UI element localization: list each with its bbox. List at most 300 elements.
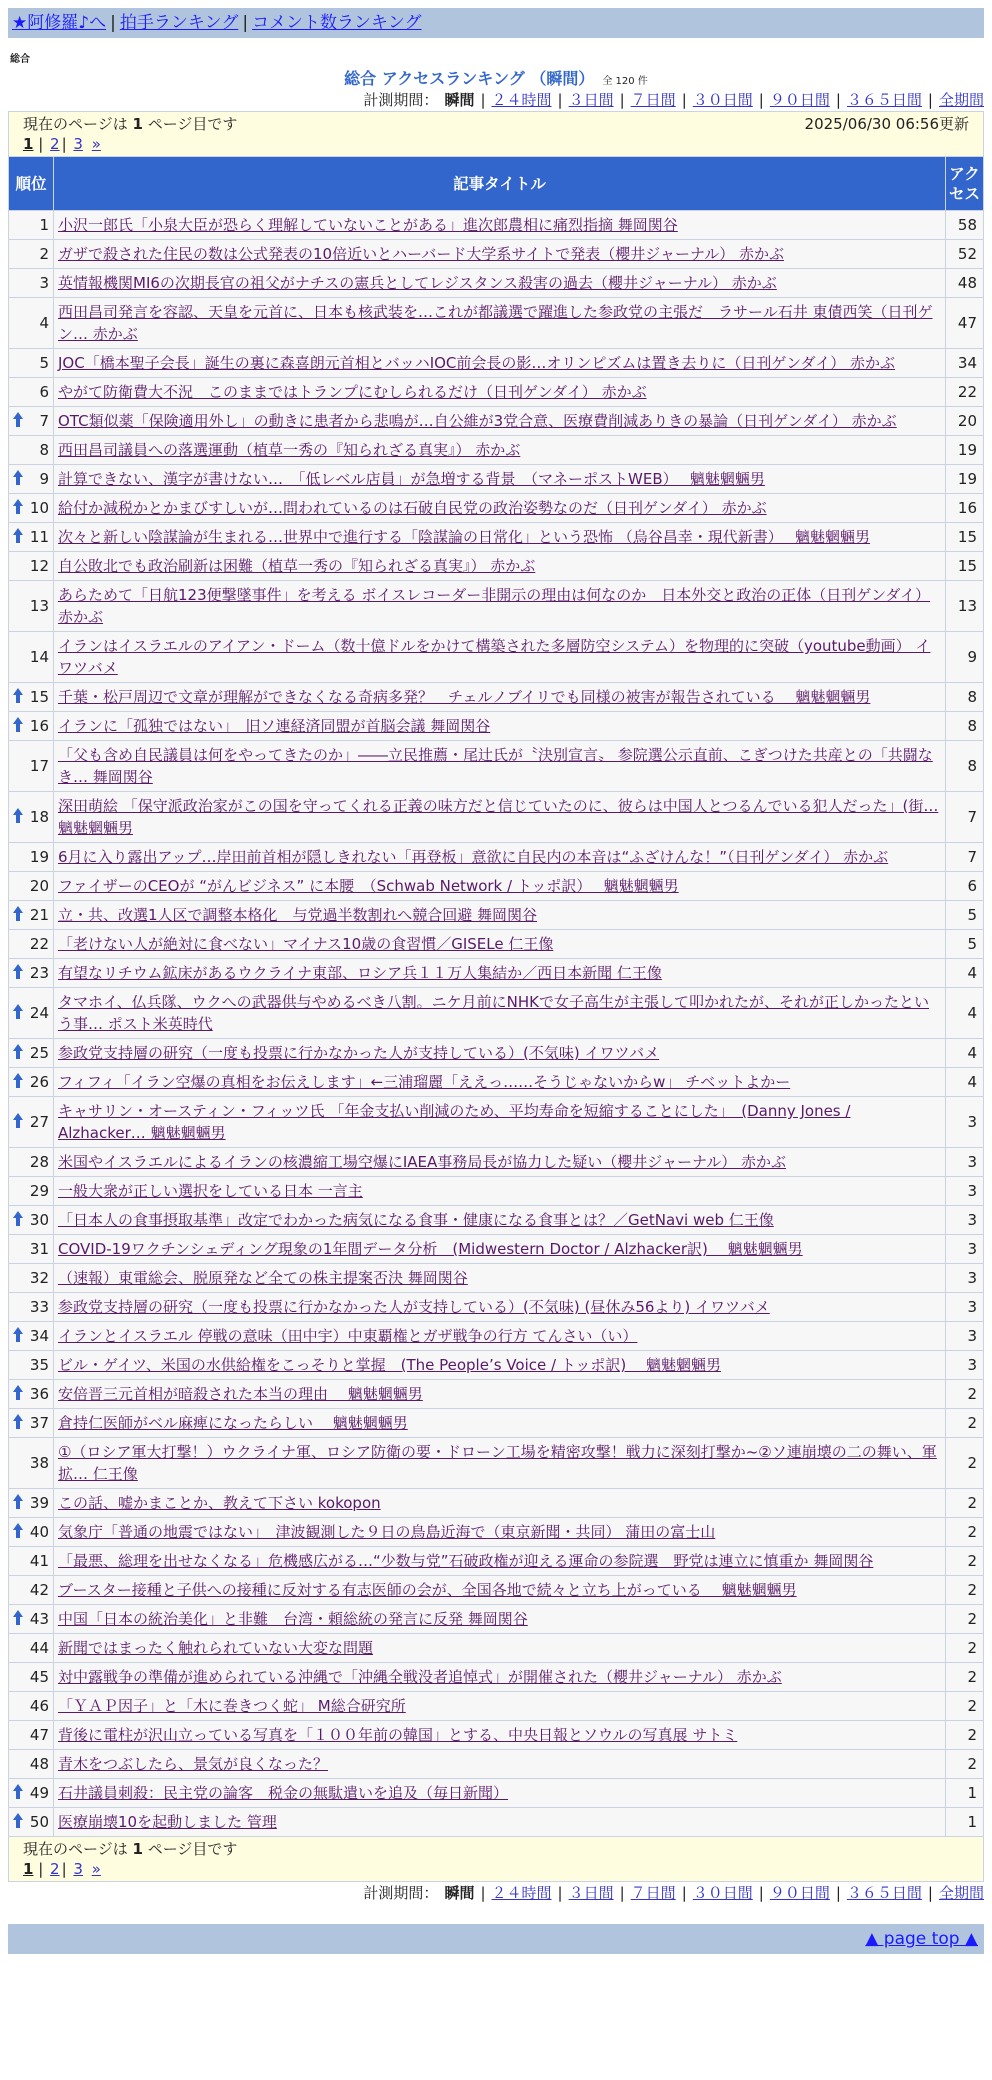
table-row [9, 1264, 984, 1293]
rank-cell [9, 988, 54, 1039]
title-cell [54, 1097, 946, 1148]
title-cell [54, 1808, 946, 1837]
period-label: 計測期間： [363, 91, 439, 109]
rank-number: 13 [29, 597, 49, 615]
access-count: 2 [946, 1518, 984, 1547]
table-row [9, 465, 984, 494]
rank-cell [9, 407, 54, 436]
rank-number: 46 [29, 1697, 49, 1715]
article-link[interactable]: 千葉・松戸周辺で文章が理解ができなくなる奇病多発？ チェルノブイリでも同様の被害が報告されている 魑魅魍魎男 [58, 688, 871, 706]
bottom-bar [8, 1924, 984, 1954]
rank-up-arrow-icon [12, 688, 24, 704]
table-row [9, 872, 984, 901]
article-link[interactable]: イランとイスラエル 停戦の意味（田中宇）中東覇権とガザ戦争の行方 てんさい（い） [58, 1327, 638, 1345]
table-row [9, 1663, 984, 1692]
article-link[interactable]: 計算できない、漢字が書けない… 「低レベル店員」が急増する背景 （マネーポストWEB） 魑魅魍魎男 [58, 470, 765, 488]
title-cell [54, 1750, 946, 1779]
rank-up-arrow-icon [12, 1494, 24, 1510]
table-row [9, 741, 984, 792]
title-cell [54, 1692, 946, 1721]
page-info-bottom [9, 1837, 984, 1882]
article-link[interactable]: 西田昌司議員への落選運動（植草一秀の『知られざる真実』） 赤かぶ [58, 441, 521, 459]
article-link[interactable]: 参政党支持層の研究（一度も投票に行かなかった人が支持している）(不気味) (昼休み56より) イワツバメ [58, 1298, 770, 1316]
top-nav [8, 8, 984, 38]
rank-cell [9, 465, 54, 494]
article-link[interactable]: 気象庁「普通の地震ではない」 津波観測した９日の鳥島近海で（東京新聞・共同） 蒲田の富士山 [58, 1523, 716, 1541]
article-link[interactable]: 自公敗北でも政治刷新は困難（植草一秀の『知られざる真実』） 赤かぶ [58, 557, 536, 575]
table-row [9, 1576, 984, 1605]
access-count: 15 [946, 523, 984, 552]
title-cell [54, 1380, 946, 1409]
access-count: 19 [946, 436, 984, 465]
header-access: アクセス [946, 157, 984, 211]
rank-cell [9, 1779, 54, 1808]
article-link[interactable]: （速報）東電総会、脱原発など全ての株主提案否決 舞岡関谷 [58, 1269, 468, 1287]
table-row [9, 240, 984, 269]
table-row [9, 683, 984, 712]
article-link[interactable]: 「最悪、総理を出せなくなる」危機感広がる…“少数与党”石破政権が迎える運命の参院選 野党は連立に慎重か 舞岡関谷 [58, 1552, 874, 1570]
rank-cell [9, 581, 54, 632]
article-link[interactable]: あらためて「日航123便撃墜事件」を考える ボイスレコーダー非開示の理由は何なのか 日本外交と政治の正体（日刊ゲンダイ） 赤かぶ [58, 586, 931, 626]
article-link[interactable]: 一般大衆が正しい選択をしている日本 一言主 [58, 1182, 363, 1200]
rank-cell [9, 930, 54, 959]
article-link[interactable]: 英情報機関MI6の次期長官の祖父がナチスの憲兵としてレジスタンス殺害の過去（櫻井ジャーナル） 赤かぶ [58, 274, 777, 292]
rank-cell [9, 240, 54, 269]
article-link[interactable]: タマホイ、仏兵隊、ウクへの武器供与やめるべき八割。ニケ月前にNHKで女子高生が主張して叩かれたが、それが正しかったという事… ポスト米英時代 [58, 993, 929, 1033]
table-row [9, 1322, 984, 1351]
rank-cell [9, 741, 54, 792]
period-link-7d[interactable]: ７日間 [630, 1884, 676, 1902]
title-cell [54, 465, 946, 494]
article-link[interactable]: イランはイスラエルのアイアン・ドーム（数十億ドルをかけて構築された多層防空システム）を物理的に突破（youtube動画） イワツバメ [58, 637, 931, 677]
rank-number: 22 [29, 935, 49, 953]
rank-up-arrow-icon [12, 528, 24, 544]
title-cell [54, 1351, 946, 1380]
title-cell [54, 1148, 946, 1177]
rank-cell [9, 843, 54, 872]
rank-cell [9, 1177, 54, 1206]
rank-up-arrow-icon [12, 1113, 24, 1129]
nav-link-comment-ranking[interactable]: コメント数ランキング [252, 13, 422, 33]
article-link[interactable]: 6月に入り露出アップ…岸田前首相が隠しきれない「再登板」意欲に自民内の本音は“ふざけんな！”（日刊ゲンダイ） 赤かぶ [58, 848, 889, 866]
access-count: 2 [946, 1547, 984, 1576]
article-link[interactable]: ガザで殺された住民の数は公式発表の10倍近いとハーバード大学系サイトで発表（櫻井ジャーナル） 赤かぶ [58, 245, 785, 263]
title-cell [54, 1235, 946, 1264]
table-row [9, 581, 984, 632]
title-cell [54, 581, 946, 632]
rank-number: 42 [29, 1581, 49, 1599]
rank-up-arrow-icon [12, 1523, 24, 1539]
access-count: 52 [946, 240, 984, 269]
title-cell [54, 1068, 946, 1097]
article-link[interactable]: ビル・ゲイツ、米国の水供給権をこっそりと掌握 (The People’s Voice / トッポ訳) 魑魅魍魎男 [58, 1356, 721, 1374]
rank-cell [9, 1351, 54, 1380]
article-link[interactable]: フィフィ「イラン空爆の真相をお伝えします」←三浦瑠麗「ええっ……そうじゃないからw」 チベットよかー [58, 1073, 791, 1091]
rank-cell [9, 1409, 54, 1438]
access-count: 2 [946, 1692, 984, 1721]
article-link[interactable]: 次々と新しい陰謀論が生まれる…世界中で進行する「陰謀論の日常化」という恐怖 （烏谷昌幸・現代新書） 魑魅魍魎男 [58, 528, 871, 546]
title-cell [54, 1605, 946, 1634]
rank-cell [9, 1663, 54, 1692]
rank-up-arrow-icon [12, 1610, 24, 1626]
rank-number: 47 [29, 1726, 49, 1744]
article-link[interactable]: イランに「孤独ではない」 旧ソ連経済同盟が首脳会議 舞岡関谷 [58, 717, 491, 735]
article-link[interactable]: やがて防衛費大不況 このままではトランプにむしられるだけ（日刊ゲンダイ） 赤かぶ [58, 383, 647, 401]
article-link[interactable]: 対中露戦争の準備が進められている沖縄で「沖縄全戦没者追悼式」が開催された（櫻井ジャーナル） 赤かぶ [58, 1668, 782, 1686]
pager-bottom: 1 | 2 | 3 » [23, 1860, 101, 1878]
rank-cell [9, 1721, 54, 1750]
title-cell [54, 1663, 946, 1692]
table-row [9, 349, 984, 378]
article-link[interactable]: 米国やイスラエルによるイランの核濃縮工場空爆にIAEA事務局長が協力した疑い（櫻井ジャーナル） 赤かぶ [58, 1153, 786, 1171]
period-link-3d[interactable]: ３日間 [568, 1884, 614, 1902]
rank-number: 3 [39, 274, 49, 292]
pager-link-3[interactable]: 3 [73, 1860, 83, 1878]
rank-number: 31 [29, 1240, 49, 1258]
access-count: 5 [946, 930, 984, 959]
access-count: 2 [946, 1605, 984, 1634]
table-row [9, 1235, 984, 1264]
period-link-30d[interactable]: ３０日間 [692, 1884, 753, 1902]
rank-number: 44 [29, 1639, 49, 1657]
period-label: 計測期間： [363, 1884, 439, 1902]
period-selector-top: 計測期間： 瞬間 | ２４時間 | ３日間 | ７日間 | ３０日間 | ９０日間 | ３６５日間 | 全期間 [363, 91, 984, 109]
rank-number: 40 [29, 1523, 49, 1541]
rank-number: 45 [29, 1668, 49, 1686]
rank-cell [9, 494, 54, 523]
period-link-24h[interactable]: ２４時間 [491, 1884, 552, 1902]
access-count: 3 [946, 1293, 984, 1322]
access-count: 3 [946, 1351, 984, 1380]
period-link-24h[interactable]: ２４時間 [491, 91, 552, 109]
table-row [9, 1750, 984, 1779]
title-cell [54, 1634, 946, 1663]
rank-number: 12 [29, 557, 49, 575]
period-current: 瞬間 [444, 91, 475, 109]
title-cell [54, 269, 946, 298]
title-cell [54, 1518, 946, 1547]
rank-cell [9, 1605, 54, 1634]
article-link[interactable]: 新聞ではまったく触れられていない大変な問題 [58, 1639, 374, 1657]
rank-number: 20 [29, 877, 49, 895]
rank-cell [9, 683, 54, 712]
title-cell [54, 1438, 946, 1489]
period-link-all[interactable]: 全期間 [938, 91, 984, 109]
access-count: 2 [946, 1409, 984, 1438]
title-cell [54, 959, 946, 988]
total-count: 全 120 件 [602, 76, 648, 87]
table-row [9, 436, 984, 465]
rank-number: 49 [29, 1784, 49, 1802]
period-link-365d[interactable]: ３６５日間 [846, 91, 922, 109]
page-title: 総合 アクセスランキング （瞬間） [344, 69, 595, 88]
rank-up-arrow-icon [12, 1385, 24, 1401]
title-cell [54, 1206, 946, 1235]
rank-number: 17 [29, 757, 49, 775]
article-link[interactable]: COVID-19ワクチンシェディング現象の1年間データ分析 (Midwestern Doctor / Alzhacker訳) 魑魅魍魎男 [58, 1240, 803, 1258]
pager-top: 1 | 2 | 3 » [23, 135, 101, 153]
title-cell [54, 378, 946, 407]
title-cell [54, 436, 946, 465]
rank-number: 24 [29, 1004, 49, 1022]
table-row [9, 552, 984, 581]
article-link[interactable]: 小沢一郎氏「小泉大臣が恐らく理解していないことがある」進次郎農相に痛烈指摘 舞岡関谷 [58, 216, 678, 234]
access-count: 5 [946, 901, 984, 930]
rank-cell [9, 378, 54, 407]
access-count: 19 [946, 465, 984, 494]
rank-cell [9, 1808, 54, 1837]
rank-cell [9, 523, 54, 552]
access-count: 48 [946, 269, 984, 298]
access-count: 13 [946, 581, 984, 632]
pager-link-2[interactable]: 2 [50, 135, 60, 153]
access-count: 2 [946, 1489, 984, 1518]
rank-up-arrow-icon [12, 1073, 24, 1089]
rank-cell [9, 1293, 54, 1322]
pager-link-3[interactable]: 3 [73, 135, 83, 153]
table-row [9, 1351, 984, 1380]
rank-cell [9, 436, 54, 465]
table-row [9, 843, 984, 872]
title-cell [54, 1264, 946, 1293]
article-link[interactable]: 「ＹＡＰ因子」と「木に巻きつく蛇」 M総合研究所 [58, 1697, 406, 1715]
article-link[interactable]: 深田萌絵 「保守派政治家がこの国を守ってくれる正義の味方だと信じていたのに、彼らは中国人とつるんでいる犯人だった」(街… 魑魅魍魎男 [58, 797, 939, 837]
rank-number: 35 [29, 1356, 49, 1374]
article-link[interactable]: 西田昌司発言を容認、天皇を元首に、日本も核武装を…これが都議選で躍進した参政党の主張だ ラサール石井 東債西笑（日刊ゲン… 赤かぶ [58, 303, 933, 343]
rank-number: 23 [29, 964, 49, 982]
article-link[interactable]: この話、嘘かまことか、教えて下さい kokopon [58, 1494, 381, 1512]
table-row [9, 792, 984, 843]
rank-number: 50 [29, 1813, 49, 1831]
article-link[interactable]: 「日本人の食事摂取基準」改定でわかった病気になる食事・健康になる食事とは？／GetNavi web 仁王像 [58, 1211, 774, 1229]
rank-number: 32 [29, 1269, 49, 1287]
access-count: 1 [946, 1808, 984, 1837]
table-row [9, 1380, 984, 1409]
access-count: 4 [946, 1039, 984, 1068]
table-row [9, 1634, 984, 1663]
rank-number: 41 [29, 1552, 49, 1570]
article-link[interactable]: 青木をつぶしたら、景気が良くなった？ [58, 1755, 329, 1773]
rank-number: 21 [29, 906, 49, 924]
table-row [9, 1438, 984, 1489]
rank-cell [9, 1148, 54, 1177]
article-link[interactable]: 給付か減税かとかまびすしいが…問われているのは石破自民党の政治姿勢なのだ（日刊ゲンダイ） 赤かぶ [58, 499, 767, 517]
rank-cell [9, 1438, 54, 1489]
article-link[interactable]: OTC類似薬「保険適用外し」の動きに患者から悲鳴が…自公維が3党合意、医療費削減ありきの暴論（日刊ゲンダイ） 赤かぶ [58, 412, 897, 430]
rank-number: 9 [39, 470, 49, 488]
page-title-row [8, 69, 984, 89]
title-cell [54, 349, 946, 378]
article-link[interactable]: キャサリン・オースティン・フィッツ氏 「年金支払い削減のため、平均寿命を短縮することにした」 (Danny Jones / Alzhacker… 魑魅魍魎男 [58, 1102, 851, 1142]
table-header [9, 157, 984, 211]
rank-number: 34 [29, 1327, 49, 1345]
table-row [9, 1692, 984, 1721]
access-count: 47 [946, 298, 984, 349]
rank-cell [9, 349, 54, 378]
pager-current: 1 [23, 135, 34, 153]
title-cell [54, 1576, 946, 1605]
page-top-link[interactable]: ▲ page top ▲ [865, 1929, 978, 1949]
article-link[interactable]: 安倍晋三元首相が暗殺された本当の理由 魑魅魍魎男 [58, 1385, 423, 1403]
article-link[interactable]: 「老けない人が絶対に食べない」マイナス10歳の食習慣／GISELe 仁王像 [58, 935, 554, 953]
rank-number: 11 [29, 528, 49, 546]
article-link[interactable]: 有望なリチウム鉱床があるウクライナ東部、ロシア兵１１万人集結か／西日本新聞 仁王像 [58, 964, 662, 982]
rank-up-arrow-icon [12, 470, 24, 486]
table-row [9, 523, 984, 552]
article-link[interactable]: ブースター接種と子供への接種に反対する有志医師の会が、全国各地で続々と立ち上がっている 魑魅魍魎男 [58, 1581, 797, 1599]
pager-link-2[interactable]: 2 [50, 1860, 60, 1878]
rank-number: 37 [29, 1414, 49, 1432]
title-cell [54, 901, 946, 930]
pager-next[interactable]: » [91, 1860, 101, 1878]
rank-up-arrow-icon [12, 808, 24, 824]
access-count: 2 [946, 1750, 984, 1779]
rank-number: 29 [29, 1182, 49, 1200]
period-link-365d[interactable]: ３６５日間 [846, 1884, 922, 1902]
rank-up-arrow-icon [12, 717, 24, 733]
access-count: 34 [946, 349, 984, 378]
rank-number: 38 [29, 1454, 49, 1472]
article-link[interactable]: ①（ロシア軍大打撃！）ウクライナ軍、ロシア防衛の要・ドローン工場を精密攻撃！戦力に深刻打撃か~②ソ連崩壊の二の舞い、軍拡… 仁王像 [58, 1443, 937, 1483]
title-cell [54, 1177, 946, 1206]
article-link[interactable]: 石井議員刺殺：民主党の論客 税金の無駄遣いを追及（毎日新聞） [58, 1784, 509, 1802]
period-link-90d[interactable]: ９０日間 [769, 91, 830, 109]
access-count: 3 [946, 1235, 984, 1264]
updated-timestamp: 2025/06/30 06:56更新 [804, 115, 969, 133]
title-cell [54, 1779, 946, 1808]
article-link[interactable]: 立・共、改選1人区で調整本格化 与党過半数割れへ競合回避 舞岡関谷 [58, 906, 538, 924]
table-row [9, 1808, 984, 1837]
nav-link-clap-ranking[interactable]: 拍手ランキング [119, 13, 239, 33]
period-link-all[interactable]: 全期間 [938, 1884, 984, 1902]
access-count: 16 [946, 494, 984, 523]
title-cell [54, 632, 946, 683]
rank-up-arrow-icon [12, 1813, 24, 1829]
article-link[interactable]: ファイザーのCEOが “がんビジネス” に本腰 （Schwab Network / トッポ訳） 魑魅魍魎男 [58, 877, 679, 895]
access-count: 3 [946, 1264, 984, 1293]
rank-cell [9, 959, 54, 988]
access-count: 2 [946, 1634, 984, 1663]
rank-cell [9, 872, 54, 901]
nav-link-asyura[interactable]: ★阿修羅♪へ [12, 13, 107, 33]
title-cell [54, 683, 946, 712]
title-cell [54, 930, 946, 959]
period-link-90d[interactable]: ９０日間 [769, 1884, 830, 1902]
table-row [9, 269, 984, 298]
pager-next[interactable]: » [91, 135, 101, 153]
article-link[interactable]: 中国「日本の統治美化」と非難 台湾・頼総統の発言に反発 舞岡関谷 [58, 1610, 528, 1628]
rank-cell [9, 792, 54, 843]
page-info-text: 現在のページは 1 ページ目です [23, 115, 238, 133]
rank-number: 8 [39, 441, 49, 459]
rank-up-arrow-icon [12, 1004, 24, 1020]
rank-up-arrow-icon [12, 1414, 24, 1430]
rank-number: 6 [39, 383, 49, 401]
access-count: 2 [946, 1438, 984, 1489]
rank-cell [9, 1576, 54, 1605]
rank-number: 39 [29, 1494, 49, 1512]
page-info-top [9, 112, 984, 157]
header-rank: 順位 [9, 157, 54, 211]
article-link[interactable]: 「父も含め自民議員は何をやってきたのか」――立民推薦・尾辻氏が〝決別宣言〟 参院選公示直前、こぎつけた共産との「共闘なき… 舞岡関谷 [58, 746, 933, 786]
nav-separator: | [242, 13, 249, 33]
rank-number: 26 [29, 1073, 49, 1091]
rank-cell [9, 1235, 54, 1264]
rank-number: 2 [39, 245, 49, 263]
rank-number: 19 [29, 848, 49, 866]
access-count: 7 [946, 843, 984, 872]
article-link[interactable]: 医療崩壊10を起動しました 管理 [58, 1813, 277, 1831]
rank-cell [9, 1380, 54, 1409]
table-row [9, 1148, 984, 1177]
title-cell [54, 712, 946, 741]
rank-number: 14 [29, 648, 49, 666]
title-cell [54, 240, 946, 269]
title-cell [54, 211, 946, 240]
access-count: 2 [946, 1576, 984, 1605]
nav-separator: | [110, 13, 116, 33]
rank-number: 27 [29, 1113, 49, 1131]
rank-number: 4 [39, 314, 49, 332]
rank-number: 16 [29, 717, 49, 735]
rank-up-arrow-icon [12, 1784, 24, 1800]
rank-cell [9, 1097, 54, 1148]
rank-cell [9, 1692, 54, 1721]
article-link[interactable]: 倉持仁医師がベル麻痺になったらしい 魑魅魍魎男 [58, 1414, 408, 1432]
table-row [9, 1097, 984, 1148]
access-count: 8 [946, 683, 984, 712]
period-link-7d[interactable]: ７日間 [630, 91, 676, 109]
rank-up-arrow-icon [12, 1327, 24, 1343]
page-info-text: 現在のページは 1 ページ目です [23, 1840, 238, 1858]
rank-cell [9, 211, 54, 240]
access-count: 15 [946, 552, 984, 581]
rank-number: 33 [29, 1298, 49, 1316]
access-count: 4 [946, 959, 984, 988]
table-row [9, 1518, 984, 1547]
rank-cell [9, 712, 54, 741]
period-link-3d[interactable]: ３日間 [568, 91, 614, 109]
title-cell [54, 988, 946, 1039]
title-cell [54, 872, 946, 901]
table-row [9, 1721, 984, 1750]
rank-number: 5 [39, 354, 49, 372]
period-link-30d[interactable]: ３０日間 [692, 91, 753, 109]
title-cell [54, 1293, 946, 1322]
access-count: 6 [946, 872, 984, 901]
article-link[interactable]: 参政党支持層の研究（一度も投票に行かなかった人が支持している）(不気味) イワツバメ [58, 1044, 660, 1062]
rank-number: 18 [29, 808, 49, 826]
title-cell [54, 494, 946, 523]
rank-cell [9, 1039, 54, 1068]
rank-number: 48 [29, 1755, 49, 1773]
title-cell [54, 1322, 946, 1351]
table-row [9, 1489, 984, 1518]
access-count: 3 [946, 1206, 984, 1235]
article-link[interactable]: JOC「橋本聖子会長」誕生の裏に森喜朗元首相とバッハIOC前会長の影…オリンピズムは置き去りに（日刊ゲンダイ） 赤かぶ [58, 354, 895, 372]
rank-cell [9, 1322, 54, 1351]
rank-number: 7 [39, 412, 49, 430]
rank-cell [9, 269, 54, 298]
period-current: 瞬間 [444, 1884, 475, 1902]
table-row [9, 494, 984, 523]
title-cell [54, 523, 946, 552]
header-title: 記事タイトル [54, 157, 946, 211]
article-link[interactable]: 背後に電柱が沢山立っている写真を「１００年前の韓国」とする、中央日報とソウルの写真展 サトミ [58, 1726, 738, 1744]
title-cell [54, 792, 946, 843]
table-row [9, 378, 984, 407]
access-count: 22 [946, 378, 984, 407]
